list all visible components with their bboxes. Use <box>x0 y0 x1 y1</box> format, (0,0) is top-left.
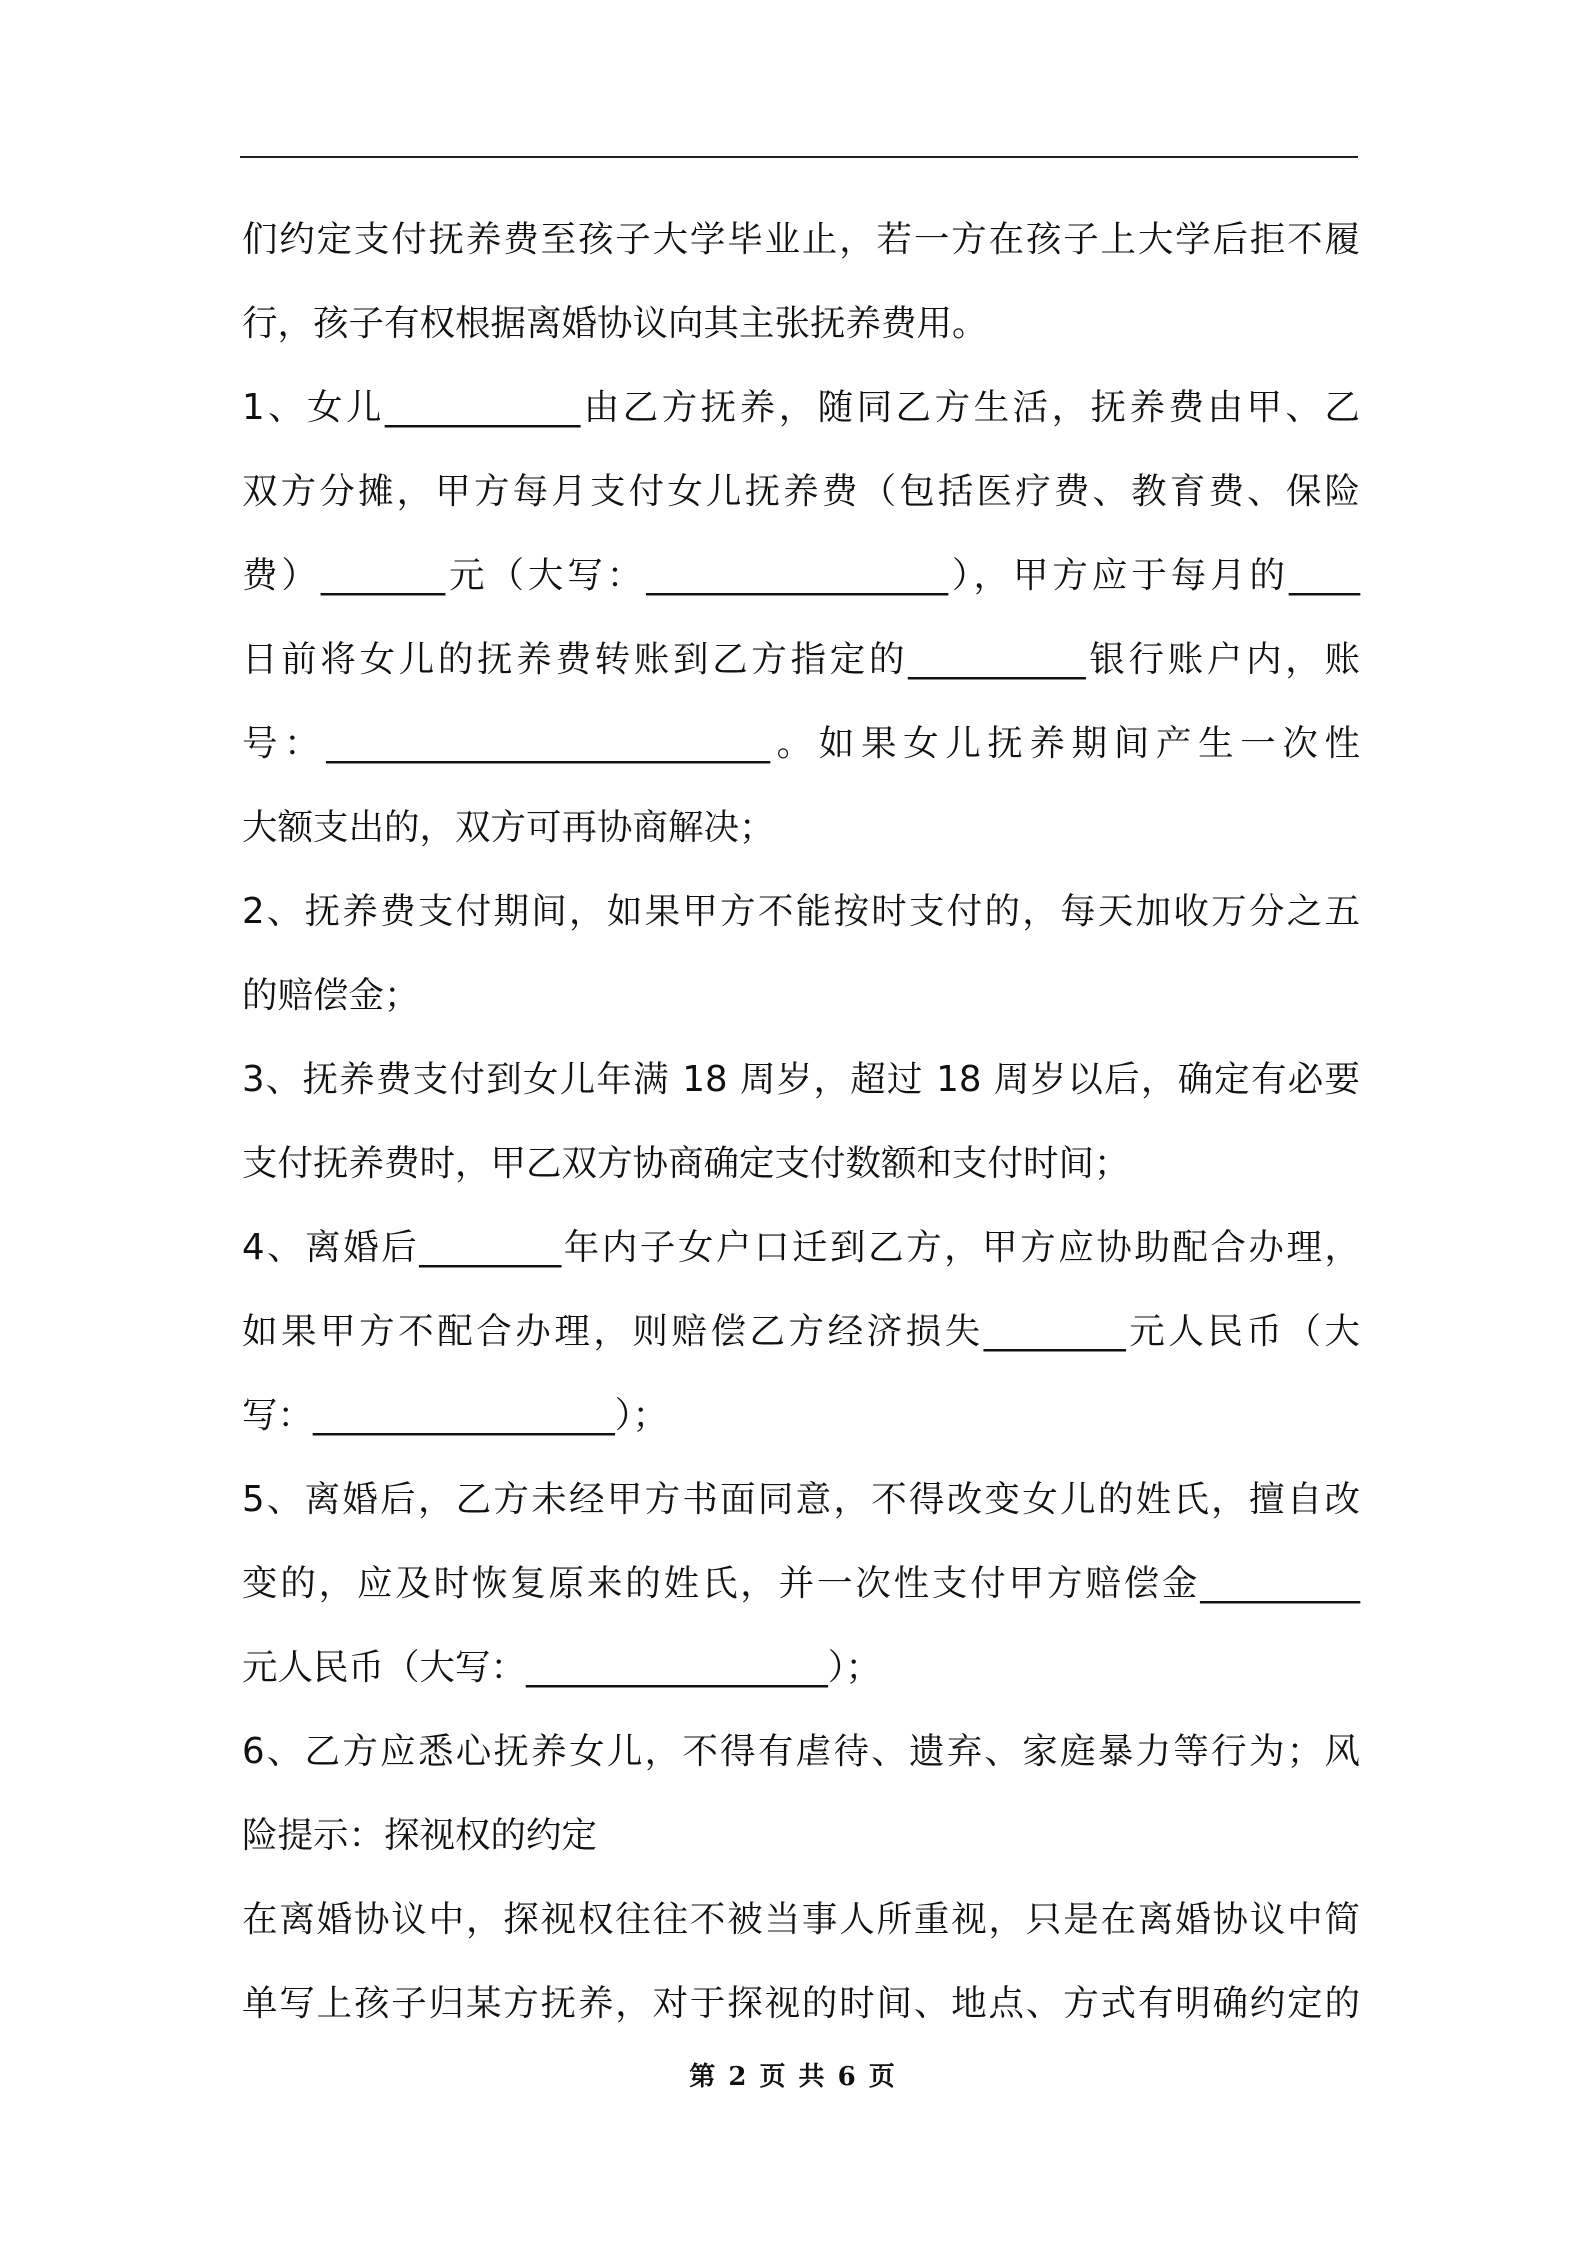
text-line: 在离婚协议中，探视权往往不被当事人所重视，只是在离婚协议中简 <box>242 1899 1360 1940</box>
header-divider <box>240 156 1358 158</box>
text-line: 费）_______元（大写：_________________），甲方应于每月的____ <box>242 555 1360 596</box>
text-line: 6、乙方应悉心抚养女儿，不得有虐待、遗弃、家庭暴力等行为；风 <box>242 1731 1360 1772</box>
text-line: 写：_________________）； <box>242 1395 669 1436</box>
text-line: 5、离婚后，乙方未经甲方书面同意，不得改变女儿的姓氏，擅自改 <box>242 1479 1360 1520</box>
text-line: 元人民币（大写：_________________）； <box>242 1647 882 1688</box>
text-line: 变的，应及时恢复原来的姓氏，并一次性支付甲方赔偿金_________ <box>242 1563 1360 1604</box>
text-line: 行，孩子有权根据离婚协议向其主张抚养费用。 <box>242 303 988 344</box>
text-line: 3、抚养费支付到女儿年满 18 周岁，超过 18 周岁以后，确定有必要 <box>242 1059 1360 1100</box>
text-line: 1、女儿___________由乙方抚养，随同乙方生活，抚养费由甲、乙 <box>242 387 1360 428</box>
text-line: 单写上孩子归某方抚养，对于探视的时间、地点、方式有明确约定的 <box>242 1983 1360 2024</box>
text-line: 2、抚养费支付期间，如果甲方不能按时支付的，每天加收万分之五 <box>242 891 1360 932</box>
text-line: 4、离婚后________年内子女户口迁到乙方，甲方应协助配合办理， <box>242 1227 1360 1268</box>
text-line: 双方分摊，甲方每月支付女儿抚养费（包括医疗费、教育费、保险 <box>242 471 1360 512</box>
text-line: 支付抚养费时，甲乙双方协商确定支付数额和支付时间； <box>242 1143 1130 1184</box>
text-line: 如果甲方不配合办理，则赔偿乙方经济损失________元人民币（大 <box>242 1311 1360 1352</box>
text-line: 的赔偿金； <box>242 975 420 1016</box>
text-line: 日前将女儿的抚养费转账到乙方指定的__________银行账户内，账 <box>242 639 1360 680</box>
text-line: 大额支出的，双方可再协商解决； <box>242 807 775 848</box>
text-line: 险提示：探视权的约定 <box>242 1815 598 1856</box>
text-line: 号：_________________________。如果女儿抚养期间产生一次性 <box>242 723 1360 764</box>
document-body <box>242 198 1360 2046</box>
page-number: 第 2 页 共 6 页 <box>689 2062 897 2092</box>
text-line: 们约定支付抚养费至孩子大学毕业止，若一方在孩子上大学后拒不履 <box>242 219 1360 260</box>
